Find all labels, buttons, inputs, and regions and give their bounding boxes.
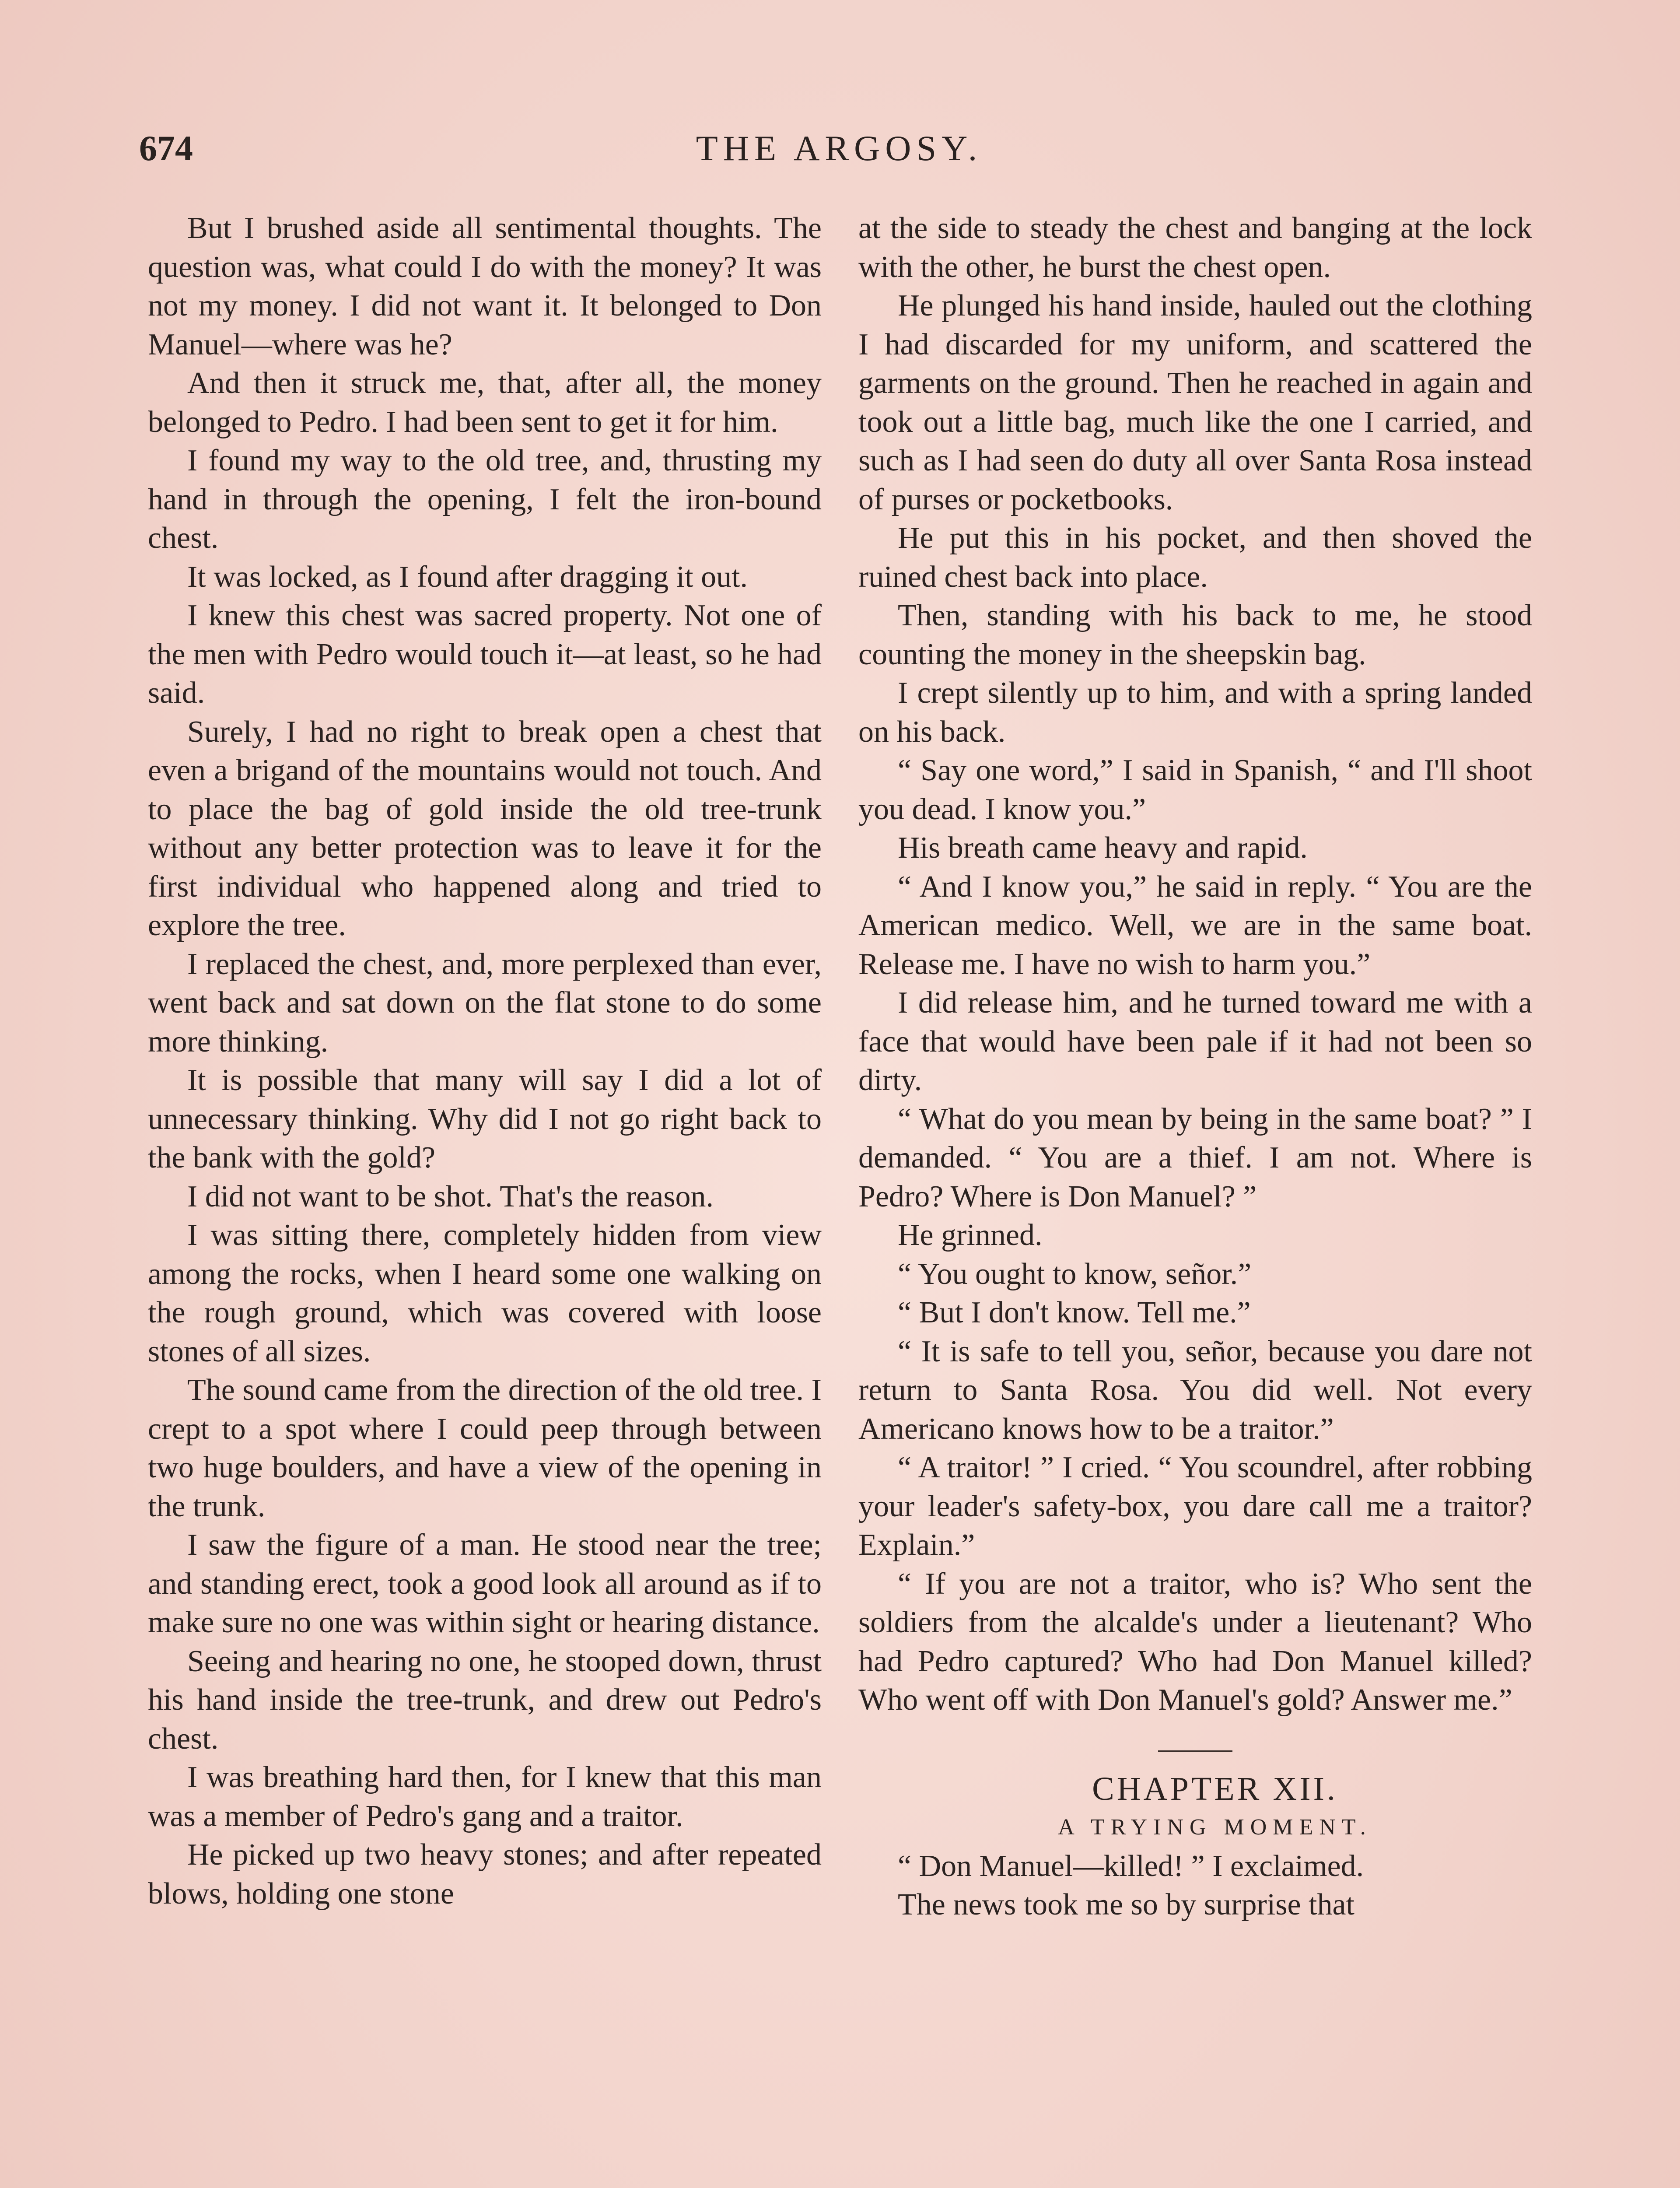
paragraph: “ Say one word,” I said in Spanish, “ and I'll shoot you dead. I know you.” — [858, 754, 1532, 826]
paragraph: I saw the figure of a man. He stood near the tree; and standing erect, took a good look all around as if to make sure no one was within sight or hearing distance. — [148, 1528, 822, 1639]
paragraph: I crept silently up to him, and with a spring landed on his back. — [858, 676, 1532, 749]
page-number: 674 — [139, 128, 193, 168]
paragraph: I was breathing hard then, for I knew that this man was a member of Pedro's gang and a traitor. — [148, 1760, 822, 1833]
paragraph: Then, standing with his back to me, he stood counting the money in the sheepskin bag. — [858, 599, 1532, 671]
paragraph: He plunged his hand inside, hauled out the clothing I had discarded for my uniform, and scattered the garments on the ground. Then he reached in again and took out a little bag, much like the one I carried, and such as I had seen do duty all over Santa Rosa instead of purses or pocketbooks. — [858, 289, 1532, 516]
paragraph: I knew this chest was sacred property. Not one of the men with Pedro would touch it—at least, so he had said. — [148, 599, 822, 710]
paragraph: Surely, I had no right to break open a chest that even a brigand of the mountains would not touch. And to place the bag of gold inside the old tree-trunk without any better protection was to leave it for the first individual who happened along and tried to explore the tree. — [148, 715, 822, 942]
left-column — [148, 209, 822, 1913]
paragraph: “ You ought to know, señor.” — [898, 1257, 1252, 1291]
right-column — [858, 209, 1532, 1925]
paragraph: I found my way to the old tree, and, thrusting my hand in through the opening, I felt the iron-bound chest. — [148, 444, 822, 555]
paragraph: “ It is safe to tell you, señor, because you dare not return to Santa Rosa. You did well. Not every Americano knows how to be a traitor.” — [858, 1334, 1532, 1446]
paragraph: I did release him, and he turned toward me with a face that would have been pale if it had not been so dirty. — [858, 986, 1532, 1097]
paragraph: I did not want to be shot. That's the reason. — [187, 1179, 714, 1213]
paragraph: “ And I know you,” he said in reply. “ You are the American medico. Well, we are in the same boat. Release me. I have no wish to harm you.” — [858, 870, 1532, 981]
page-header — [139, 128, 1539, 180]
paragraph: But I brushed aside all sentimental thoughts. The question was, what could I do with the money? It was not my money. I did not want it. It belonged to Don Manuel—where was he? — [148, 211, 822, 361]
paragraph: I was sitting there, completely hidden from view among the rocks, when I heard some one walking on the rough ground, which was covered with loose stones of all sizes. — [148, 1218, 822, 1368]
paragraph: The news took me so by surprise that — [898, 1888, 1354, 1922]
paragraph: It is possible that many will say I did a lot of unnecessary thinking. Why did I not go right back to the bank with the gold? — [148, 1063, 822, 1175]
paragraph: His breath came heavy and rapid. — [898, 831, 1308, 865]
paragraph: “ But I don't know. Tell me.” — [898, 1296, 1251, 1329]
paragraph: He grinned. — [898, 1218, 1043, 1252]
paragraph: “ If you are not a traitor, who is? Who sent the soldiers from the alcalde's under a lieutenant? Who had Pedro captured? Who had Don Manuel killed? Who went off with Don Manuel's gold? Answer me.” — [858, 1567, 1532, 1717]
paragraph: The sound came from the direction of the old tree. I crept to a spot where I could peep through between two huge boulders, and have a view of the opening in the trunk. — [148, 1373, 822, 1523]
paragraph-continued: at the side to steady the chest and banging at the lock with the other, he burst the chest open. — [858, 211, 1532, 284]
paragraph: He put this in his pocket, and then shoved the ruined chest back into place. — [858, 521, 1532, 594]
chapter-heading: CHAPTER XII. — [1092, 1770, 1338, 1807]
paragraph: I replaced the chest, and, more perplexed than ever, went back and sat down on the flat stone to do some more thinking. — [148, 947, 822, 1059]
paragraph: “ Don Manuel—killed! ” I exclaimed. — [898, 1849, 1364, 1883]
paragraph: He picked up two heavy stones; and after repeated blows, holding one stone — [148, 1838, 822, 1911]
paragraph: “ What do you mean by being in the same boat? ” I demanded. “ You are a thief. I am not. Where is Pedro? Where is Don Manuel? ” — [858, 1102, 1532, 1213]
paragraph: It was locked, as I found after dragging it out. — [187, 560, 748, 594]
paragraph: Seeing and hearing no one, he stooped down, thrust his hand inside the tree-trunk, and drew out Pedro's chest. — [148, 1644, 822, 1756]
chapter-subtitle: A TRYING MOMENT. — [1058, 1815, 1372, 1840]
running-title: THE ARGOSY. — [696, 128, 983, 168]
paragraph: “ A traitor! ” I cried. “ You scoundrel, after robbing your leader's safety-box, you dare call me a traitor? Explain.” — [858, 1451, 1532, 1562]
section-divider — [1158, 1750, 1232, 1752]
paragraph: And then it struck me, that, after all, the money belonged to Pedro. I had been sent to get it for him. — [148, 366, 822, 439]
